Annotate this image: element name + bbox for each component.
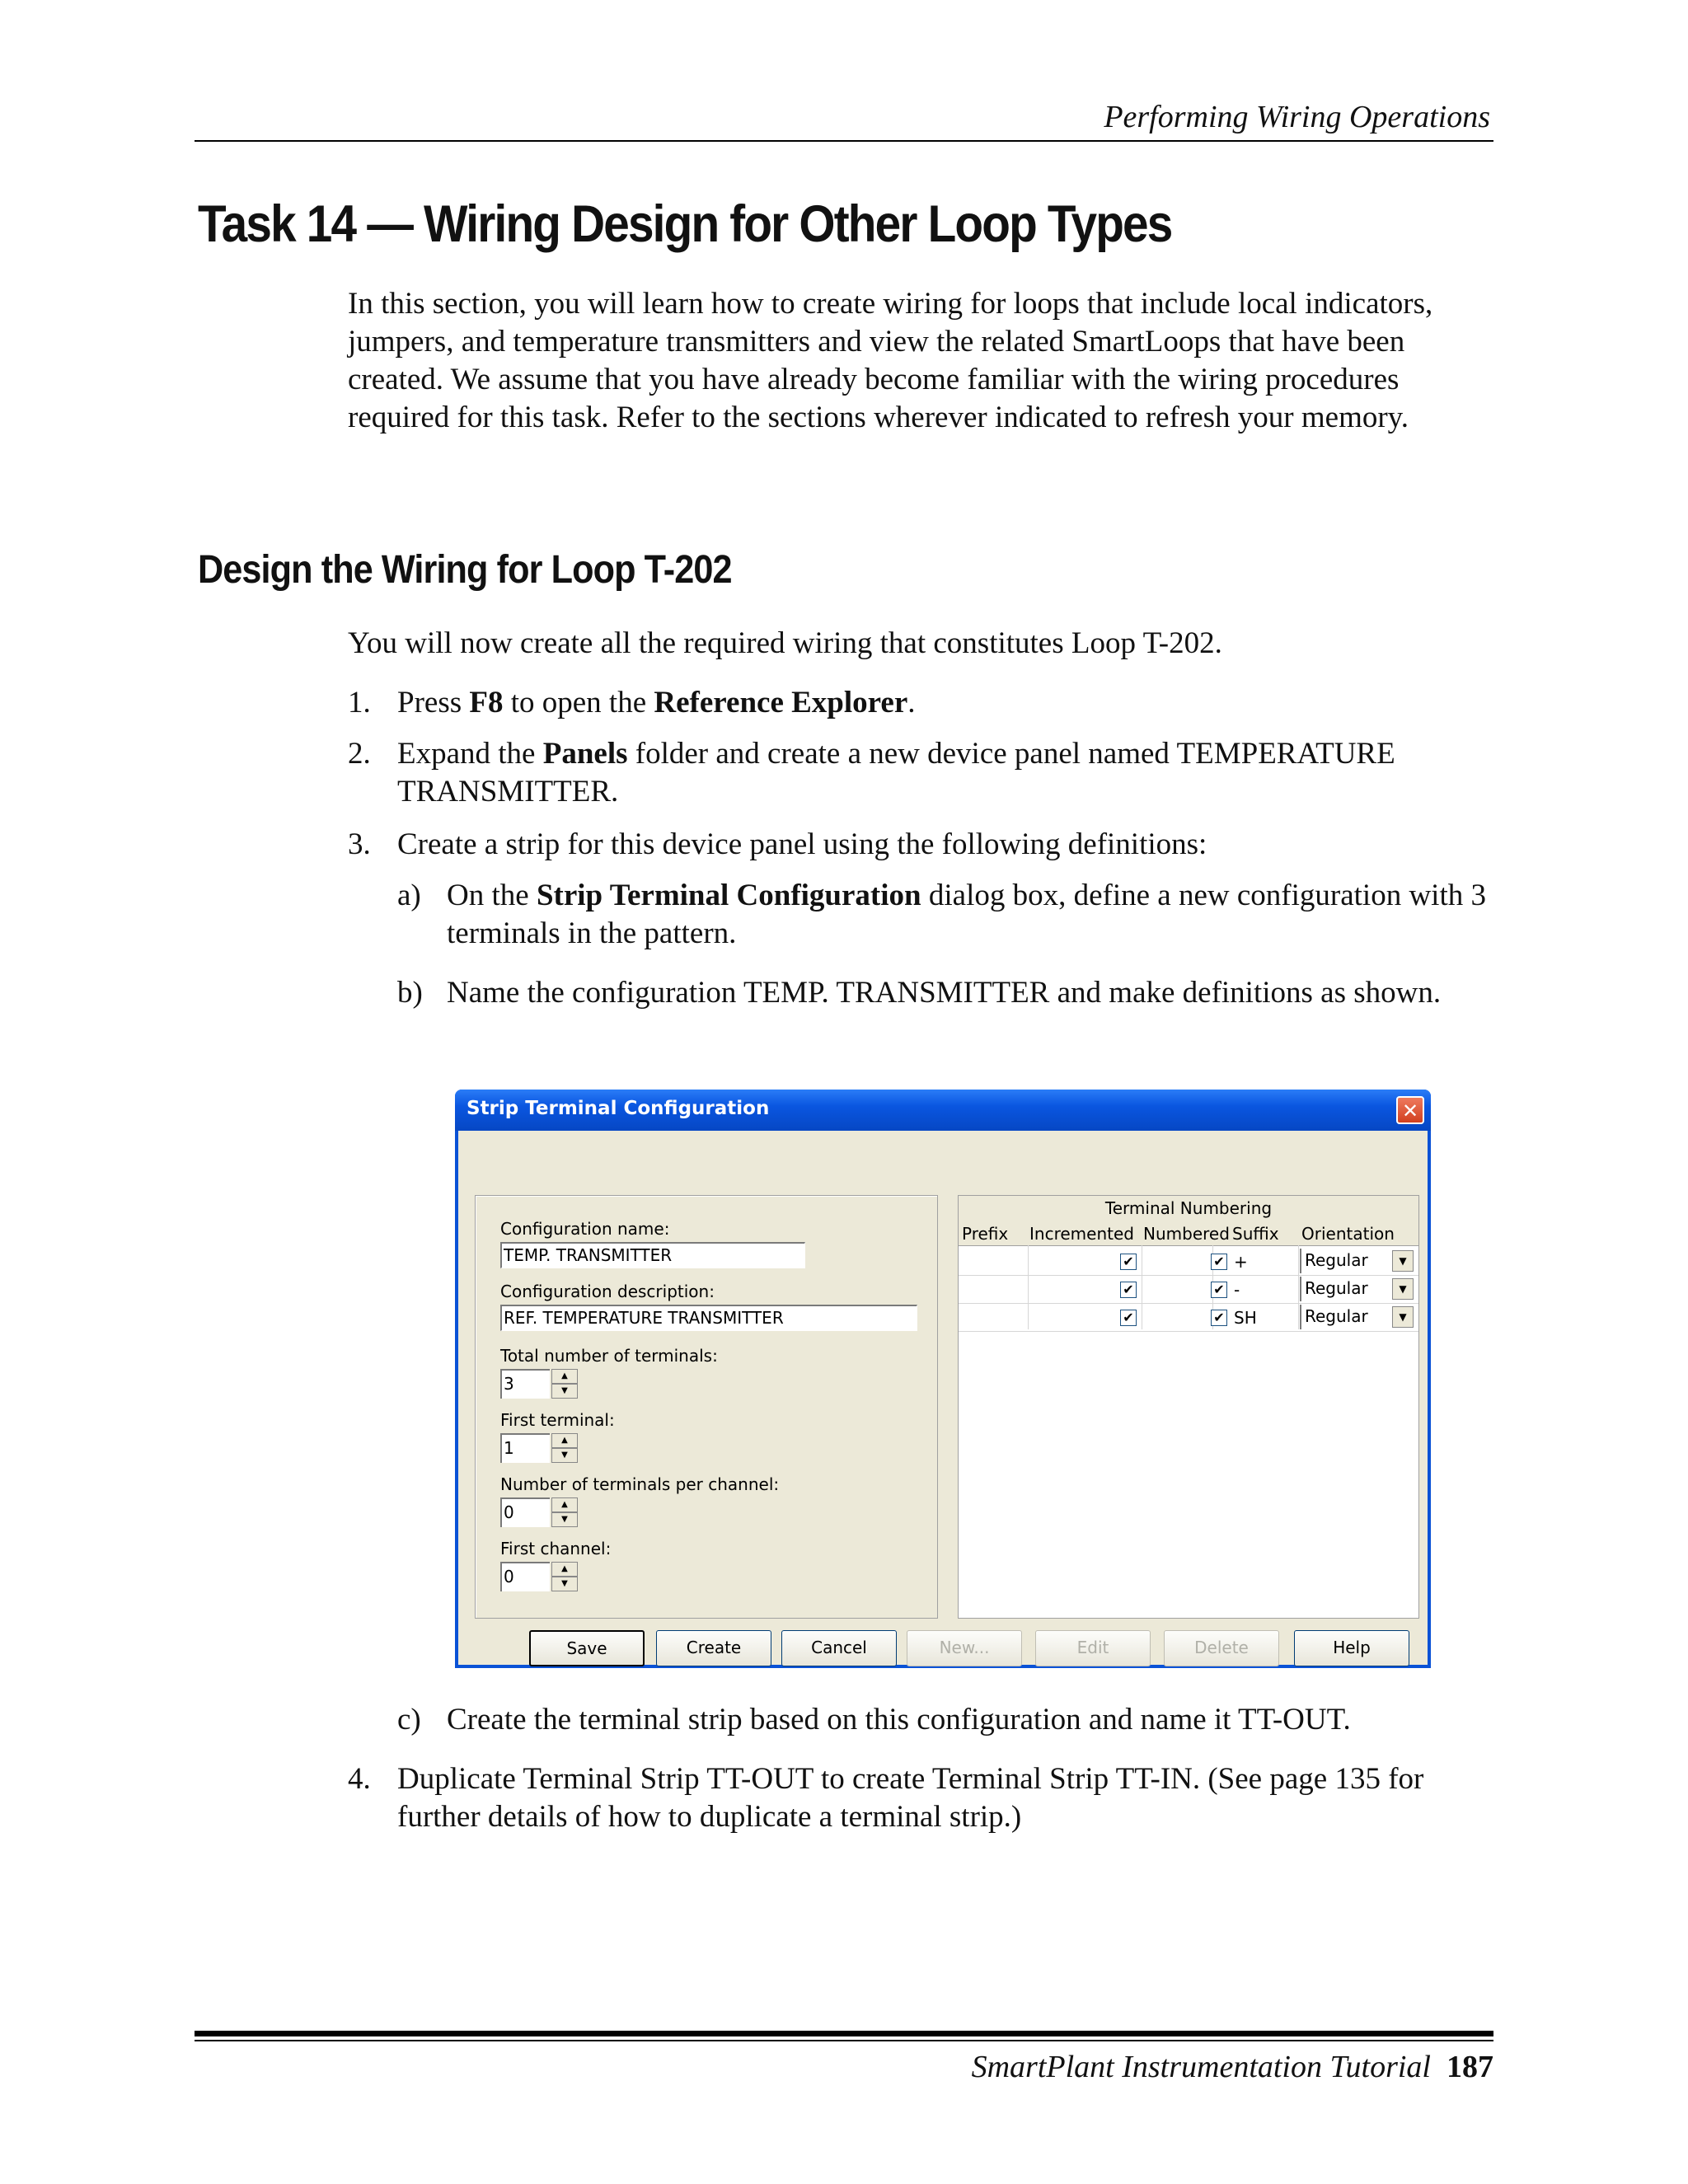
table-row [959, 1303, 1418, 1332]
numbered-checkbox[interactable]: ✔ [1211, 1282, 1227, 1298]
footer-rule [195, 2040, 1493, 2041]
page-number: 187 [1447, 2050, 1493, 2084]
create-button[interactable]: Create [656, 1630, 771, 1666]
column-header-orientation[interactable]: Orientation [1301, 1224, 1395, 1244]
substep-letter: b) [397, 976, 423, 1010]
orientation-value: Regular [1305, 1306, 1368, 1326]
column-header-incremented[interactable]: Incremented [1029, 1224, 1134, 1244]
spin-up-icon[interactable]: ▲ [551, 1497, 578, 1512]
config-description-label: Configuration description: [500, 1282, 715, 1301]
step-text: Duplicate Terminal Strip TT-OUT to create Terminal Strip TT-IN. (See page 135 for further details of how to duplicate a terminal strip.) [397, 1762, 1424, 1834]
help-button[interactable]: Help [1294, 1630, 1409, 1666]
total-terminals-spinner[interactable] [500, 1369, 578, 1399]
step-text: Create a strip for this device panel using the following definitions: [397, 827, 1207, 861]
first-channel-input[interactable]: 0 [500, 1562, 550, 1591]
config-description-input[interactable]: REF. TEMPERATURE TRANSMITTER [500, 1305, 917, 1331]
dropdown-arrow-icon[interactable]: ▼ [1392, 1278, 1414, 1300]
table-row [959, 1247, 1418, 1276]
substep-text: Create the terminal strip based on this configuration and name it TT-OUT. [447, 1703, 1351, 1736]
close-button[interactable]: ✕ [1396, 1096, 1424, 1124]
column-header-numbered[interactable]: Numbered [1143, 1224, 1230, 1244]
orientation-select[interactable] [1300, 1249, 1414, 1273]
strip-terminal-configuration-dialog [455, 1090, 1431, 1668]
spin-up-icon[interactable]: ▲ [551, 1433, 578, 1448]
dropdown-arrow-icon[interactable]: ▼ [1392, 1250, 1414, 1272]
column-header-prefix[interactable]: Prefix [962, 1224, 1009, 1244]
first-terminal-spinner[interactable] [500, 1433, 578, 1463]
dialog-title: Strip Terminal Configuration [467, 1098, 770, 1119]
orientation-value: Regular [1305, 1278, 1368, 1298]
dialog-client-area [458, 1131, 1428, 1665]
incremented-checkbox[interactable]: ✔ [1120, 1310, 1137, 1326]
suffix-cell[interactable]: SH [1234, 1308, 1257, 1328]
suffix-cell[interactable]: + [1234, 1252, 1248, 1272]
page-title: Task 14 — Wiring Design for Other Loop Types [198, 195, 1172, 253]
configuration-groupbox [475, 1195, 938, 1619]
step-number: 1. [348, 686, 371, 719]
save-button[interactable]: Save [529, 1630, 645, 1666]
edit-button[interactable]: Edit [1035, 1630, 1151, 1666]
spin-down-icon[interactable]: ▼ [551, 1384, 578, 1399]
first-channel-label: First channel: [500, 1539, 612, 1558]
substep-letter: a) [397, 879, 421, 912]
config-name-label: Configuration name: [500, 1219, 670, 1239]
spin-up-icon[interactable]: ▲ [551, 1369, 578, 1384]
running-header [195, 97, 1493, 142]
spin-down-icon[interactable]: ▼ [551, 1448, 578, 1463]
table-row [959, 1275, 1418, 1304]
terminal-numbering-header: Terminal Numbering [959, 1196, 1418, 1221]
page-footer [972, 2049, 1493, 2085]
dialog-titlebar[interactable] [455, 1090, 1431, 1131]
delete-button[interactable]: Delete [1164, 1630, 1279, 1666]
config-name-input[interactable]: TEMP. TRANSMITTER [500, 1242, 805, 1268]
total-terminals-label: Total number of terminals: [500, 1346, 718, 1366]
substep-letter: c) [397, 1703, 421, 1736]
first-channel-spinner[interactable] [500, 1562, 578, 1591]
dropdown-arrow-icon[interactable]: ▼ [1392, 1306, 1414, 1328]
terminal-numbering-panel [958, 1195, 1419, 1619]
new-button[interactable]: New... [907, 1630, 1022, 1666]
substep-text: Name the configuration TEMP. TRANSMITTER and make definitions as shown. [447, 976, 1442, 1010]
first-terminal-label: First terminal: [500, 1410, 615, 1430]
step-number: 4. [348, 1762, 371, 1796]
footer-rule [195, 2031, 1493, 2036]
running-header-title: Performing Wiring Operations [1104, 100, 1490, 134]
total-terminals-input[interactable]: 3 [500, 1369, 550, 1399]
incremented-checkbox[interactable]: ✔ [1120, 1282, 1137, 1298]
section-title: Design the Wiring for Loop T-202 [198, 548, 732, 592]
suffix-cell[interactable]: - [1234, 1280, 1240, 1300]
footer-book-title: SmartPlant Instrumentation Tutorial [971, 2050, 1431, 2084]
spin-up-icon[interactable]: ▲ [551, 1562, 578, 1577]
terminals-per-channel-input[interactable]: 0 [500, 1497, 550, 1527]
section-lead: You will now create all the required wiring that constitutes Loop T-202. [348, 626, 1222, 660]
orientation-select[interactable] [1300, 1305, 1414, 1329]
column-header-suffix[interactable]: Suffix [1232, 1224, 1279, 1244]
step-number: 2. [348, 737, 371, 771]
numbered-checkbox[interactable]: ✔ [1211, 1310, 1227, 1326]
incremented-checkbox[interactable]: ✔ [1120, 1254, 1137, 1270]
spin-down-icon[interactable]: ▼ [551, 1577, 578, 1591]
cancel-button[interactable]: Cancel [781, 1630, 897, 1666]
first-terminal-input[interactable]: 1 [500, 1433, 550, 1463]
terminals-per-channel-spinner[interactable] [500, 1497, 578, 1527]
terminals-per-channel-label: Number of terminals per channel: [500, 1474, 780, 1494]
intro-paragraph: In this section, you will learn how to create wiring for loops that include local indicators, jumpers, and temperature transmitters and view the related SmartLoops that have been created. We assume that you have already become familiar with the wiring procedures required for this task. Refer to the sections wherever indicated to refresh your memory. [348, 287, 1433, 434]
column-headers [959, 1221, 1418, 1246]
spin-down-icon[interactable]: ▼ [551, 1512, 578, 1527]
step-number: 3. [348, 827, 371, 861]
orientation-select[interactable] [1300, 1277, 1414, 1301]
substep-text: On the Strip Terminal Configuration dialog box, define a new configuration with 3 terminals in the pattern. [447, 879, 1486, 950]
orientation-value: Regular [1305, 1250, 1368, 1270]
step-text: Press F8 to open the Reference Explorer. [397, 686, 916, 719]
step-text: Expand the Panels folder and create a new device panel named TEMPERATURE TRANSMITTER. [397, 737, 1395, 808]
numbered-checkbox[interactable]: ✔ [1211, 1254, 1227, 1270]
